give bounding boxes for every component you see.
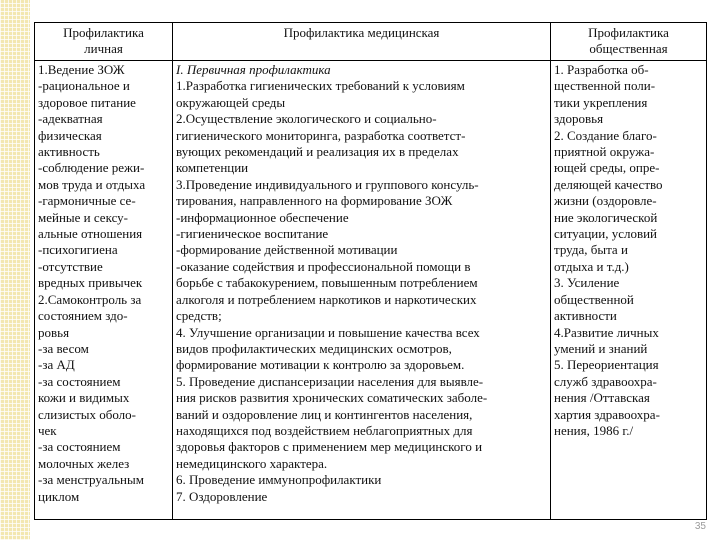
text-line: физическая bbox=[38, 127, 102, 143]
text-line: умений и знаний bbox=[554, 340, 648, 356]
text-line: 1. Разработка об- bbox=[554, 62, 649, 77]
text-line: ваний и оздоровление лиц и контингентов населения, bbox=[176, 406, 473, 422]
text-line: находящихся под воздействием неблагоприятных для bbox=[176, 422, 473, 438]
text-line: ние экологической bbox=[554, 209, 658, 225]
header-personal bbox=[35, 23, 173, 61]
text-line: средств; bbox=[176, 308, 222, 324]
text-line: компетенции bbox=[176, 160, 249, 176]
text-line: 4. Улучшение организации и повышение качества всех bbox=[176, 324, 480, 340]
text-line: вующих рекомендаций и реализация их в пределах bbox=[176, 144, 459, 160]
text-line: хартия здравоохра- bbox=[554, 406, 660, 422]
text-line: алкоголя и потреблением наркотиков и наркотических bbox=[176, 291, 477, 307]
header-medical-text: Профилактика медицинская bbox=[283, 25, 440, 40]
text-line: ситуации, условий bbox=[554, 226, 658, 242]
text-line: -формирование действенной мотивации bbox=[176, 242, 398, 258]
text-line: -адекватная bbox=[38, 111, 103, 127]
header-row bbox=[35, 23, 707, 61]
text-line: тирования, направленного на формирование ЗОЖ bbox=[176, 193, 453, 209]
text-line: активности bbox=[554, 308, 617, 324]
personal-cell bbox=[35, 61, 173, 520]
text-line: -за АД bbox=[38, 357, 75, 373]
decorative-pattern-strip bbox=[0, 0, 30, 540]
text-line: -за менструальным bbox=[38, 472, 144, 488]
text-line: общественной bbox=[554, 291, 634, 307]
text-line: здоровья bbox=[554, 111, 604, 127]
text-line: активность bbox=[38, 144, 100, 160]
text-line: деляющей качество bbox=[554, 176, 663, 192]
text-line: здоровое питание bbox=[38, 94, 136, 110]
public-cell bbox=[551, 61, 707, 520]
text-line: 2. Создание благо- bbox=[554, 127, 657, 143]
text-line: -за состоянием bbox=[38, 373, 121, 389]
header-public bbox=[551, 23, 707, 61]
text-line: труда, быта и bbox=[554, 242, 628, 258]
text-line: молочных желез bbox=[38, 455, 130, 471]
text-line: -информационное обеспечение bbox=[176, 209, 349, 225]
text-line: ния рисков развития хронических соматических заболе- bbox=[176, 390, 488, 406]
primary-prevention-title: I. Первичная профилактика bbox=[176, 62, 331, 77]
text-line: 7. Оздоровление bbox=[176, 488, 268, 504]
text-line: -за весом bbox=[38, 340, 89, 356]
text-line: -за состоянием bbox=[38, 439, 121, 455]
text-line: служб здравоохра- bbox=[554, 373, 657, 389]
text-line: борьбе с табакокурением, повышенным потреблением bbox=[176, 275, 478, 291]
text-line: 5. Переориентация bbox=[554, 357, 659, 373]
prevention-table bbox=[34, 22, 707, 520]
text-line: 3. Усиление bbox=[554, 275, 620, 291]
text-line: 1.Разработка гигиенических требований к условиям bbox=[176, 78, 465, 94]
text-line: альные отношения bbox=[38, 226, 143, 242]
text-line: -отсутствие bbox=[38, 258, 103, 274]
text-line: -оказание содействия и профессиональной помощи в bbox=[176, 258, 471, 274]
text-line: чек bbox=[38, 422, 57, 438]
page-number: 35 bbox=[694, 521, 706, 532]
text-line: состоянием здо- bbox=[38, 308, 128, 324]
text-line: здоровья факторов с применением мер медицинского и bbox=[176, 439, 483, 455]
text-line: вредных привычек bbox=[38, 275, 143, 291]
header-public-text: Профилактика общественная bbox=[588, 25, 669, 57]
text-line: мов труда и отдыха bbox=[38, 176, 146, 192]
text-line: слизистых оболо- bbox=[38, 406, 137, 422]
text-line: формирование мотивации к контролю за здоровьем. bbox=[176, 357, 465, 373]
text-line: 4.Развитие личных bbox=[554, 324, 659, 340]
text-line: немедицинского характера. bbox=[176, 455, 328, 471]
text-line: -гигиеническое воспитание bbox=[176, 226, 329, 242]
header-medical bbox=[173, 23, 551, 61]
text-line: гигиенического мониторинга, разработка соответст- bbox=[176, 127, 466, 143]
text-line: циклом bbox=[38, 488, 80, 504]
text-line: отдыха и т.д.) bbox=[554, 258, 629, 274]
text-line: мейные и сексу- bbox=[38, 209, 128, 225]
header-personal-text: Профилактика личная bbox=[63, 25, 144, 57]
content-row bbox=[35, 61, 707, 520]
text-line: тики укрепления bbox=[554, 94, 648, 110]
text-line: окружающей среды bbox=[176, 94, 286, 110]
text-line: ровья bbox=[38, 324, 70, 340]
text-line: 6. Проведение иммунопрофилактики bbox=[176, 472, 382, 488]
text-line: 3.Проведение индивидуального и группового консуль- bbox=[176, 176, 479, 192]
text-line: нения, 1986 г./ bbox=[554, 422, 634, 438]
text-line: -соблюдение режи- bbox=[38, 160, 145, 176]
text-line: кожи и видимых bbox=[38, 390, 130, 406]
text-line: жизни (оздоровле- bbox=[554, 193, 657, 209]
text-line: приятной окружа- bbox=[554, 144, 655, 160]
text-line: -рациональное и bbox=[38, 78, 130, 94]
text-line: 5. Проведение диспансеризации населения для выявле- bbox=[176, 373, 484, 389]
text-line: -гармоничные се- bbox=[38, 193, 136, 209]
text-line: 2.Самоконтроль за bbox=[38, 291, 142, 307]
text-line: нения /Оттавская bbox=[554, 390, 650, 406]
medical-cell bbox=[173, 61, 551, 520]
text-line: ющей среды, опре- bbox=[554, 160, 660, 176]
text-line: щественной поли- bbox=[554, 78, 656, 94]
text-line: видов профилактических медицинских осмотров, bbox=[176, 340, 452, 356]
text-line: 2.Осуществление экологического и социально- bbox=[176, 111, 437, 127]
text-line: -психогигиена bbox=[38, 242, 118, 258]
text-line: 1.Ведение ЗОЖ bbox=[38, 62, 125, 77]
